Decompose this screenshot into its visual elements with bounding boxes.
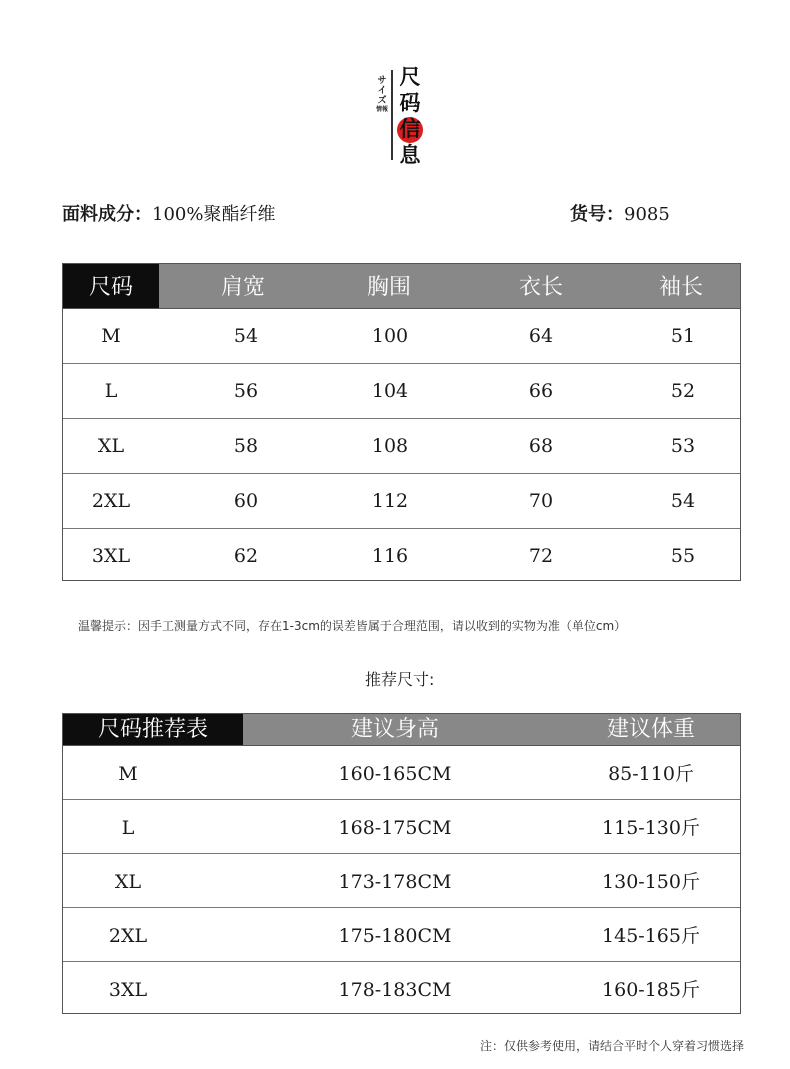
header-height: 建议身高 [350,717,439,742]
header-length: 衣长 [518,275,563,300]
table-row [63,309,740,364]
cell-height: 168-175CM [338,817,452,839]
table-row [63,962,740,1015]
header-recommend-size: 尺码推荐表 [97,717,208,742]
cell-height: 175-180CM [338,925,452,947]
header-chest: 胸围 [366,275,411,300]
logo-char: 码 [399,91,421,115]
cell-size: 3XL [91,545,131,567]
cell-length: 66 [528,380,554,402]
logo-char: 息 [399,143,421,167]
cell-shoulder: 62 [233,545,259,567]
cell-length: 68 [528,435,554,457]
cell-weight: 160-185斤 [602,979,700,1001]
table-row [63,800,740,854]
cell-height: 160-165CM [338,763,452,785]
table-row [63,854,740,908]
cell-shoulder: 58 [233,435,259,457]
cell-weight: 130-150斤 [602,871,700,893]
cell-sleeve: 55 [670,545,696,567]
cell-sleeve: 51 [670,325,696,347]
size-info-logo [370,62,430,172]
logo-char: 信 [399,117,421,141]
logo-subtitle-top: サイズ [377,76,387,106]
measurement-tip: 温馨提示：因手工测量方式不同，存在1-3cm的误差皆属于合理范围，请以收到的实物为准（单位cm） [78,619,627,633]
cell-size: 3XL [108,979,148,1001]
cell-chest: 116 [371,545,409,567]
header-size: 尺码 [88,275,133,300]
cell-length: 64 [528,325,554,347]
logo-char: 尺 [399,65,421,89]
logo-title [396,64,424,168]
cell-weight: 115-130斤 [602,817,700,839]
cell-shoulder: 54 [233,325,259,347]
header-weight: 建议体重 [606,717,695,742]
item-number-value: 9085 [624,204,670,225]
item-number-label: 货号： [570,204,624,225]
cell-length: 70 [528,490,554,512]
cell-chest: 112 [371,490,409,512]
cell-height: 173-178CM [338,871,452,893]
cell-size: XL [114,871,142,893]
cell-weight: 145-165斤 [602,925,700,947]
item-number-info [570,200,670,226]
cell-size: M [101,325,121,347]
cell-sleeve: 52 [670,380,696,402]
recommend-title: 推荐尺寸: [365,670,435,689]
header-sleeve: 袖长 [658,275,703,300]
recommend-table-header [63,714,740,746]
fabric-label: 面料成分： [62,204,152,225]
footnote: 注：仅供参考使用，请结合平时个人穿着习惯选择 [479,1039,744,1053]
recommend-table [62,713,741,1014]
logo-subtitle-bottom: 情報 [376,106,389,113]
cell-weight: 85-110斤 [608,763,694,785]
cell-shoulder: 60 [233,490,259,512]
table-row [63,474,740,529]
cell-chest: 100 [371,325,409,347]
size-table [62,263,741,581]
table-row [63,746,740,800]
size-table-header [63,264,740,309]
cell-size: M [118,763,138,785]
logo-subtitle [376,76,388,114]
cell-chest: 108 [371,435,409,457]
cell-size: L [121,817,135,839]
cell-sleeve: 53 [670,435,696,457]
cell-length: 72 [528,545,554,567]
header-shoulder: 肩宽 [220,275,265,300]
cell-sleeve: 54 [670,490,696,512]
cell-height: 178-183CM [338,979,452,1001]
table-row [63,529,740,583]
cell-size: 2XL [91,490,131,512]
cell-chest: 104 [371,380,409,402]
table-row [63,908,740,962]
cell-size: 2XL [108,925,148,947]
cell-size: L [104,380,118,402]
cell-shoulder: 56 [233,380,259,402]
table-row [63,364,740,419]
logo-divider [391,70,393,160]
fabric-value: 100%聚酯纤维 [152,204,276,225]
fabric-info [62,200,275,226]
cell-size: XL [97,435,125,457]
table-row [63,419,740,474]
